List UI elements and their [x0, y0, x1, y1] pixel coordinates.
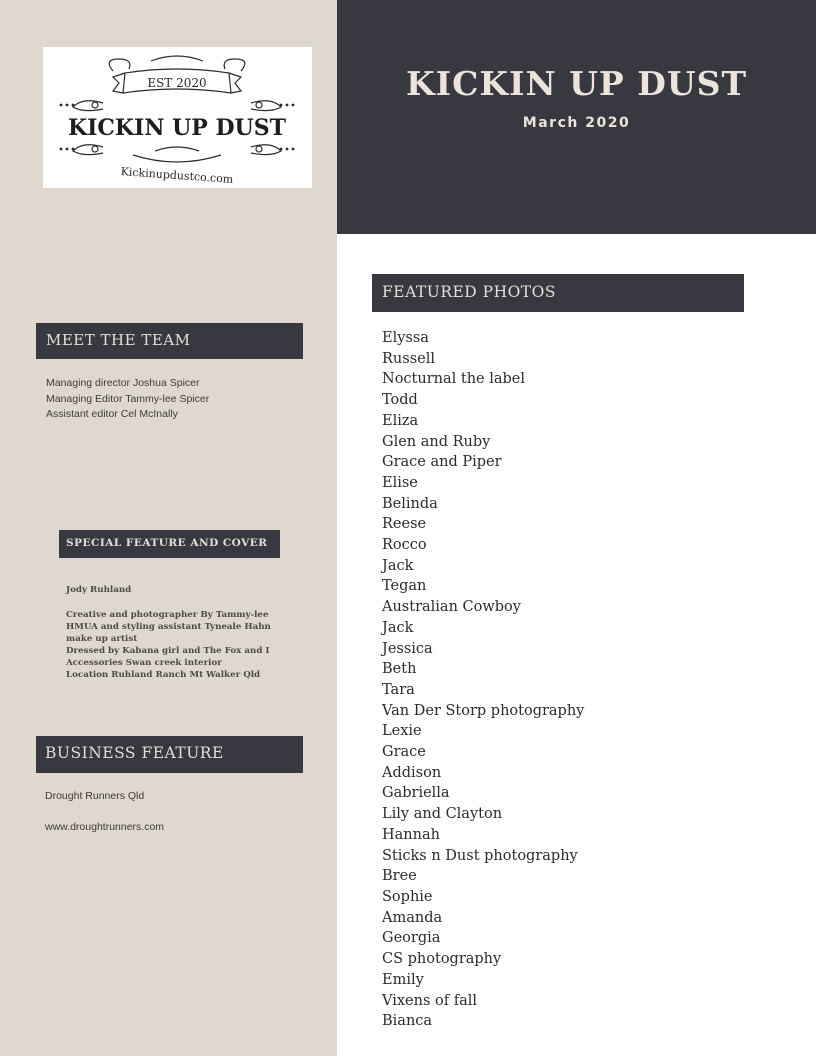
credit-line: Dressed by Kabana girl and The Fox and I — [66, 646, 270, 656]
featured-photo-item: Tara — [382, 681, 415, 698]
meet-the-team-heading: MEET THE TEAM — [36, 323, 303, 359]
business-feature-heading: BUSINESS FEATURE — [36, 736, 303, 773]
featured-photo-item: Grace — [382, 744, 426, 761]
logo-site: Kickinupdustco.com — [120, 165, 234, 186]
featured-photo-item: Lily and Clayton — [382, 806, 503, 823]
featured-photo-item: Jack — [382, 619, 414, 636]
business-url: www.droughtrunners.com — [45, 821, 165, 833]
featured-photo-item: Russell — [382, 350, 435, 367]
issue-date: March 2020 — [522, 115, 631, 131]
featured-photo-item: Sophie — [382, 888, 433, 905]
logo-est: EST 2020 — [147, 76, 207, 90]
featured-photo-item: Elyssa — [382, 330, 429, 346]
featured-photo-item: Emily — [382, 971, 424, 988]
featured-photo-item: Bianca — [382, 1013, 433, 1030]
featured-photo-item: Australian Cowboy — [382, 599, 521, 616]
featured-photo-item: Jessica — [382, 640, 433, 657]
featured-photo-item: Nocturnal the label — [382, 371, 526, 388]
featured-photo-item: Glen and Ruby — [382, 433, 491, 450]
special-feature-name: Jody Ruhland — [66, 585, 132, 595]
logo-wordmark: KICKIN UP DUST — [67, 115, 287, 141]
credit-line: Accessories Swan creek interior — [66, 658, 222, 668]
featured-photo-item: Sticks n Dust photography — [382, 847, 578, 864]
featured-photo-item: Hannah — [382, 826, 440, 843]
featured-photo-item: Bree — [382, 868, 417, 885]
featured-photo-item: Georgia — [382, 930, 441, 947]
featured-photo-item: Eliza — [382, 412, 419, 429]
credit-line: Location Ruhland Ranch Mt Walker Qld — [66, 670, 261, 680]
featured-photo-item: Elise — [382, 474, 418, 491]
featured-photo-item: Addison — [382, 764, 442, 781]
featured-photo-item: Amanda — [382, 909, 443, 926]
featured-photo-item: Rocco — [382, 537, 427, 554]
credit-line: make up artist — [66, 634, 138, 644]
featured-photo-item: Tegan — [382, 578, 427, 595]
featured-photo-item: Van Der Storp photography — [382, 702, 585, 719]
featured-photo-item: Gabriella — [382, 785, 450, 802]
team-member: Managing director Joshua Spicer — [46, 377, 200, 389]
credit-line: Creative and photographer By Tammy-lee — [66, 610, 269, 620]
team-member: Assistant editor Cel McInally — [46, 408, 178, 420]
featured-photo-item: Vixens of fall — [382, 992, 477, 1009]
featured-photo-item: Beth — [382, 661, 417, 678]
special-feature-credits — [66, 609, 271, 681]
featured-photo-item: Jack — [382, 557, 414, 574]
featured-photo-item: Grace and Piper — [382, 454, 502, 471]
featured-photo-item: Belinda — [382, 495, 438, 512]
featured-photos-list — [382, 328, 584, 1032]
featured-photos-heading: FEATURED PHOTOS — [372, 274, 744, 312]
featured-photo-item: CS photography — [382, 951, 502, 968]
featured-photo-item: Lexie — [382, 723, 422, 740]
team-member: Managing Editor Tammy-lee Spicer — [46, 392, 210, 405]
masthead-title: KICKIN UP DUST — [405, 64, 748, 103]
team-list — [46, 376, 209, 423]
featured-photo-item: Todd — [382, 392, 418, 409]
credit-line: HMUA and styling assistant Tyneale Hahn — [66, 622, 271, 632]
brand-logo — [43, 47, 312, 188]
special-feature-heading: SPECIAL FEATURE AND COVER — [59, 530, 280, 558]
featured-photo-item: Reese — [382, 516, 427, 533]
business-name: Drought Runners Qld — [45, 790, 145, 802]
